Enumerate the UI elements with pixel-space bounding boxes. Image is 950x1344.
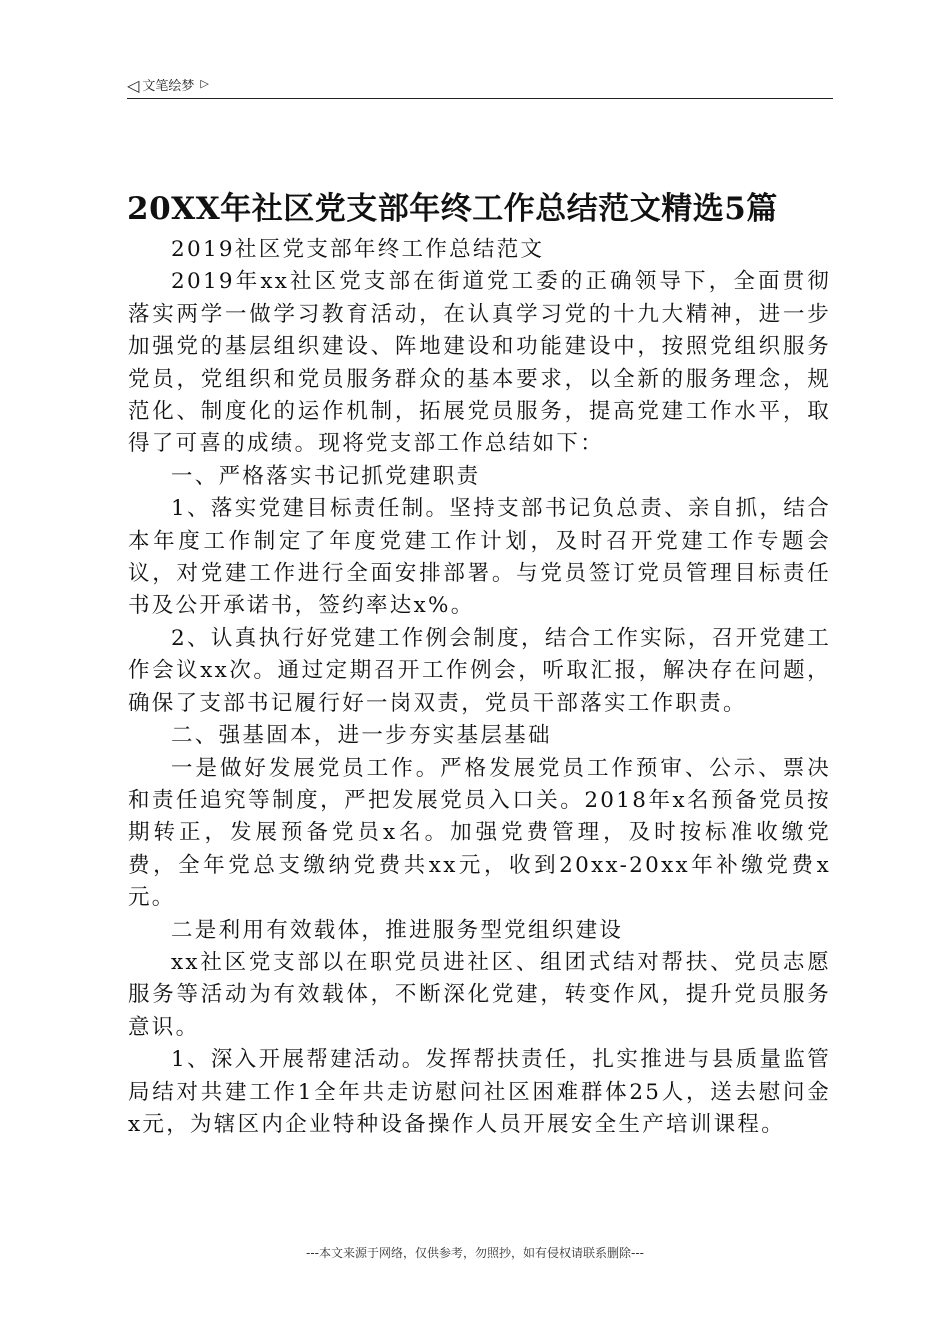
document-title: 20XX年社区党支部年终工作总结范文精选5篇 [127,191,778,227]
section-heading-2: 二、强基固本，进一步夯实基层基础 [171,723,552,749]
footer-notice: ---本文来源于网络，仅供参考，勿照抄，如有侵权请联系删除--- [306,1246,644,1260]
section-heading-1: 一、严格落实书记抓党建职责 [171,463,481,489]
sub-heading: 二是利用有效载体，推进服务型党组织建设 [171,917,624,943]
page-header [127,74,833,99]
triangle-left-icon: ◁ [127,76,140,95]
paragraph: 1、深入开展帮建活动。发挥帮扶责任，扎实推进与县质量监管局结对共建工作1全年共走访慰问社区困难群体25人，送去慰问金x元，为辖区内企业特种设备操作人员开展安全生产培训课程。 [128,1047,831,1137]
paragraph: 2、认真执行好党建工作例会制度，结合工作实际，召开党建工作会议xx次。通过定期召开工作例会，听取汇报，解决存在问题，确保了支部书记履行好一岗双责，党员干部落实工作职责。 [128,625,831,716]
paragraph: xx社区党支部以在职党员进社区、组团式结对帮扶、党员志愿服务等活动为有效载体，不断深化党建，转变作风，提升党员服务意识。 [128,949,831,1040]
paragraph-subtitle: 2019社区党支部年终工作总结范文 [171,237,545,262]
paragraph-intro: 2019年xx社区党支部在街道党工委的正确领导下，全面贯彻落实两学一做学习教育活动，在认真学习党的十九大精神，进一步加强党的基层组织建设、阵地建设和功能建设中，按照党组织服务党员，党组织和党员服务群众的基本要求，以全新的服务理念，规范化、制度化的运作机制，拓展党员服务，提高党建工作水平，取得了可喜的成绩。现将党支部工作总结如下： [128,269,831,457]
paragraph: 1、落实党建目标责任制。坚持支部书记负总责、亲自抓，结合本年度工作制定了年度党建工作计划，及时召开党建工作专题会议，对党建工作进行全面安排部署。与党员签订党员管理目标责任书及公开承诺书，签约率达x%。 [128,496,831,619]
triangle-right-icon: ▷ [200,77,209,90]
header-label: 文笔绘梦 [142,79,195,94]
document-body [128,234,831,1141]
paragraph: 一是做好发展党员工作。严格发展党员工作预审、公示、票决和责任追究等制度，严把发展党员入口关。2018年x名预备党员按期转正，发展预备党员x名。加强党费管理，及时按标准收缴党费，全年党总支缴纳党费共xx元，收到20xx-20xx年补缴党费x元。 [128,755,831,911]
